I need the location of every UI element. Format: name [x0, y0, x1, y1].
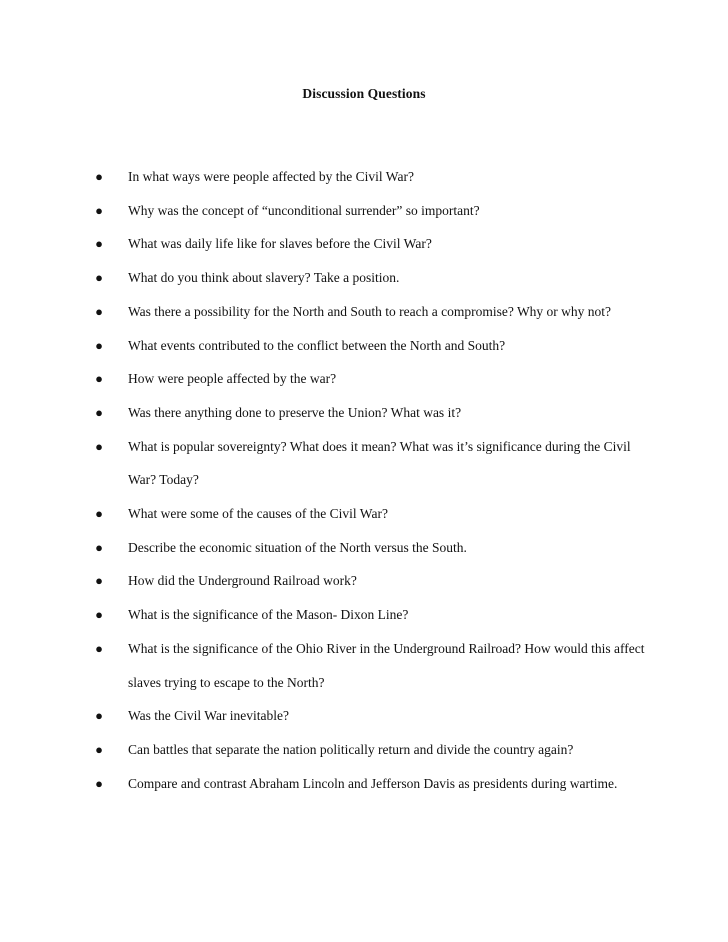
bullet-icon: ●	[95, 775, 103, 791]
question-item	[0, 699, 648, 733]
question-item	[0, 531, 648, 565]
question-item	[0, 160, 648, 194]
question-item	[0, 261, 648, 295]
bullet-icon: ●	[95, 236, 103, 252]
question-text: What do you think about slavery? Take a position.	[128, 270, 400, 286]
question-text: How did the Underground Railroad work?	[128, 573, 357, 589]
bullet-icon: ●	[95, 169, 103, 184]
bullet-icon: ●	[95, 303, 103, 319]
question-text: What was daily life like for slaves before the Civil War?	[128, 236, 432, 252]
question-item	[0, 227, 648, 261]
bullet-icon: ●	[95, 573, 103, 589]
question-list	[0, 160, 728, 800]
question-item	[0, 362, 648, 396]
question-item	[0, 295, 648, 329]
bullet-icon: ●	[95, 337, 103, 353]
question-text: What is the significance of the Mason- Dixon Line?	[128, 607, 409, 623]
question-item	[0, 497, 648, 531]
bullet-icon: ●	[95, 607, 103, 623]
question-text: Compare and contrast Abraham Lincoln and Jefferson Davis as presidents during wartime.	[128, 775, 618, 791]
bullet-icon: ●	[95, 506, 103, 522]
bullet-icon: ●	[95, 270, 103, 286]
question-item	[0, 564, 648, 598]
question-text: Was there anything done to preserve the Union? What was it?	[128, 404, 462, 420]
question-text: What events contributed to the conflict between the North and South?	[128, 337, 506, 353]
question-item	[0, 632, 648, 699]
question-item	[0, 194, 648, 228]
question-text: What were some of the causes of the Civil War?	[128, 506, 388, 522]
bullet-icon: ●	[95, 404, 103, 420]
question-text: Was the Civil War inevitable?	[128, 708, 290, 724]
question-text: In what ways were people affected by the Civil War?	[128, 169, 414, 184]
question-text: How were people affected by the war?	[128, 371, 337, 387]
question-item	[0, 598, 648, 632]
bullet-icon: ●	[95, 708, 103, 724]
question-item	[0, 430, 648, 497]
question-text: Was there a possibility for the North and South to reach a compromise? Why or why not?	[128, 303, 612, 319]
bullet-icon: ●	[95, 539, 103, 555]
question-item	[0, 329, 648, 363]
question-text: What is popular sovereignty? What does it mean? What was it’s significance during the Civil War? Today?	[128, 438, 631, 488]
bullet-icon: ●	[95, 640, 103, 656]
bullet-icon: ●	[95, 438, 103, 454]
bullet-icon: ●	[95, 741, 103, 757]
page-title: Discussion Questions	[302, 86, 426, 101]
question-item	[0, 396, 648, 430]
question-item	[0, 767, 648, 801]
bullet-icon: ●	[95, 202, 103, 218]
question-text: Describe the economic situation of the North versus the South.	[128, 539, 467, 555]
question-item	[0, 733, 648, 767]
question-text: What is the significance of the Ohio River in the Underground Railroad? How would this affect slaves trying to escape to the North?	[128, 640, 645, 690]
bullet-icon: ●	[95, 371, 103, 387]
question-text: Why was the concept of “unconditional surrender” so important?	[128, 202, 480, 218]
question-text: Can battles that separate the nation politically return and divide the country again?	[128, 741, 574, 757]
